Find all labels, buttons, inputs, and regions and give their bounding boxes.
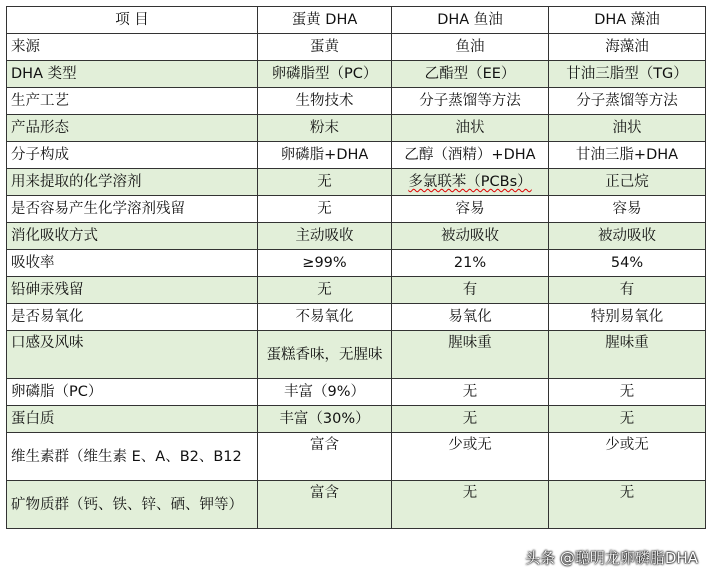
dha-comparison-table [6,6,706,529]
cell-egg-yolk: 丰富（9%） [258,379,392,406]
cell-fish-oil: 无 [392,379,549,406]
cell-algae-oil: 腥味重 [549,331,706,379]
cell-algae-oil: 油状 [549,115,706,142]
table-row [7,115,706,142]
cell-fish-oil: 容易 [392,196,549,223]
spellcheck-underlined-text: 多氯联苯（PCBs） [408,174,532,190]
cell-fish-oil: 少或无 [392,433,549,481]
row-label: 口感及风味 [7,331,258,379]
table-row [7,34,706,61]
table-row [7,304,706,331]
row-label: 用来提取的化学溶剂 [7,169,258,196]
cell-fish-oil: 鱼油 [392,34,549,61]
cell-egg-yolk: 蛋黄 [258,34,392,61]
cell-algae-oil: 分子蒸馏等方法 [549,88,706,115]
cell-egg-yolk: 粉末 [258,115,392,142]
cell-algae-oil: 无 [549,406,706,433]
cell-egg-yolk: 无 [258,196,392,223]
row-label: 蛋白质 [7,406,258,433]
cell-egg-yolk: 卵磷脂型（PC） [258,61,392,88]
cell-algae-oil: 被动吸收 [549,223,706,250]
table-row [7,277,706,304]
row-label: 维生素群（维生素 E、A、B2、B12 [7,433,258,481]
cell-algae-oil: 54% [549,250,706,277]
table-row [7,379,706,406]
header-cell-egg-yolk-dha: 蛋黄 DHA [258,7,392,34]
cell-egg-yolk: ≥99% [258,250,392,277]
row-label: 分子构成 [7,142,258,169]
header-cell-item: 项 目 [7,7,258,34]
cell-algae-oil: 特别易氧化 [549,304,706,331]
row-label: DHA 类型 [7,61,258,88]
cell-egg-yolk: 主动吸收 [258,223,392,250]
cell-egg-yolk: 不易氧化 [258,304,392,331]
cell-fish-oil: 油状 [392,115,549,142]
cell-fish-oil: 乙醇（酒精）+DHA [392,142,549,169]
table-row [7,223,706,250]
cell-fish-oil: 被动吸收 [392,223,549,250]
row-label: 铅砷汞残留 [7,277,258,304]
cell-egg-yolk: 丰富（30%） [258,406,392,433]
table-row [7,196,706,223]
cell-egg-yolk: 无 [258,169,392,196]
cell-algae-oil: 海藻油 [549,34,706,61]
row-label: 来源 [7,34,258,61]
table-header-row [7,7,706,34]
table-row [7,481,706,529]
table-row [7,406,706,433]
row-label: 生产工艺 [7,88,258,115]
table-row [7,250,706,277]
cell-fish-oil [392,169,549,196]
cell-algae-oil: 有 [549,277,706,304]
cell-algae-oil: 甘油三脂+DHA [549,142,706,169]
cell-algae-oil: 甘油三脂型（TG） [549,61,706,88]
cell-egg-yolk: 富含 [258,481,392,529]
cell-fish-oil: 分子蒸馏等方法 [392,88,549,115]
cell-algae-oil: 无 [549,379,706,406]
cell-egg-yolk: 富含 [258,433,392,481]
cell-algae-oil: 无 [549,481,706,529]
table-row [7,331,706,379]
table-row [7,142,706,169]
table-row [7,61,706,88]
cell-fish-oil: 无 [392,481,549,529]
cell-fish-oil: 腥味重 [392,331,549,379]
cell-fish-oil: 无 [392,406,549,433]
header-cell-algae-oil-dha: DHA 藻油 [549,7,706,34]
watermark: 头条 @聪明龙卵磷脂DHA [525,549,698,567]
table-row [7,88,706,115]
cell-egg-yolk: 卵磷脂+DHA [258,142,392,169]
cell-egg-yolk: 无 [258,277,392,304]
cell-fish-oil: 易氧化 [392,304,549,331]
cell-fish-oil: 乙酯型（EE） [392,61,549,88]
row-label: 消化吸收方式 [7,223,258,250]
row-label: 是否容易产生化学溶剂残留 [7,196,258,223]
row-label: 产品形态 [7,115,258,142]
cell-fish-oil: 有 [392,277,549,304]
row-label: 卵磷脂（PC） [7,379,258,406]
row-label: 吸收率 [7,250,258,277]
cell-egg-yolk: 生物技术 [258,88,392,115]
cell-algae-oil: 正己烷 [549,169,706,196]
cell-egg-yolk: 蛋糕香味，无腥味 [258,331,392,379]
header-cell-fish-oil-dha: DHA 鱼油 [392,7,549,34]
cell-algae-oil: 容易 [549,196,706,223]
row-label: 是否易氧化 [7,304,258,331]
table-row [7,169,706,196]
cell-algae-oil: 少或无 [549,433,706,481]
row-label: 矿物质群（钙、铁、锌、硒、钾等） [7,481,258,529]
table-row [7,433,706,481]
cell-fish-oil: 21% [392,250,549,277]
